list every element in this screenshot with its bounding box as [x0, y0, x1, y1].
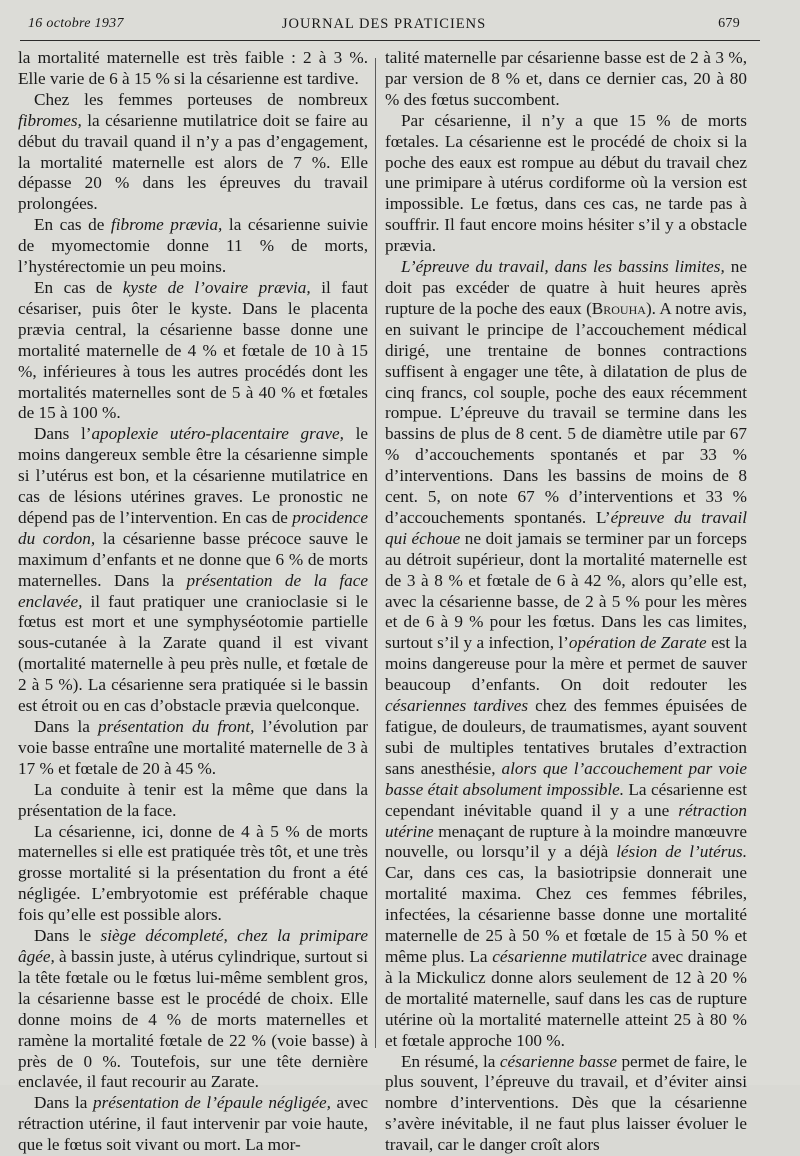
- header-page-number: 679: [718, 16, 740, 32]
- text-run: La césarienne est cependant inévitable quand il y a une: [385, 780, 747, 820]
- paragraph: [385, 48, 747, 111]
- text-run: ). A notre avis, en suivant le principe de l’accouchement médical dirigé, une trentaine de bonnes contractions suffisent à engager une tête, à dilatation de plus de cinq francs, col souple, poche des eaux récemment rompue. L’épreuve du travail se termine dans les bassins de plus de 8 cent. 5 de diamètre utile par 67 % d’accouchements spontanés et par 33 % d’interventions. Dans les bassins de moins de 8 cent. 5, on note 67 % d’interventions et 33 % d’accouchements spontanés. L’: [385, 299, 747, 527]
- paragraph: [18, 424, 368, 717]
- right-column: [385, 48, 747, 1156]
- italic-text: apoplexie utéro-placentaire grave,: [91, 424, 344, 443]
- text-run: ne doit jamais se terminer par un forceps au détroit supérieur, dont la mortalité maternelle est de 3 à 8 % et fœtale de 6 à 42 %, alors qu’elle est, avec la césarienne basse, de 2 à 5 % pour les mères et de 6 à 9 % pour les fœtus. Dans les cas limites, surtout s’il y a infection, l’: [385, 529, 747, 653]
- text-run: La césarienne, ici, donne de 4 à 5 % de morts maternelles si elle est pratiquée très tôt, et une très grosse mortalité si la présentation du front a été négligée. L’embryotomie est préférable chaque fois qu’elle est possible alors.: [18, 822, 368, 925]
- header-journal-title: JOURNAL DES PRATICIENS: [28, 16, 740, 33]
- text-run: menaçant de rupture à la moindre manœuvre nouvelle, ou lorsqu’il y a déjà: [385, 822, 747, 862]
- text-run: Par césarienne, il n’y a que 15 % de morts fœtales. La césarienne est le procédé de choix si la poche des eaux est rompue au début du travail chez une primipare à utérus cordiforme où la version est impossible. Le fœtus, dans ces cas, ne tarde pas à souffrir. Il faut encore moins hésiter s’il y a obstacle prævia.: [385, 111, 747, 255]
- paragraph: [18, 822, 368, 927]
- italic-text: lésion de l’utérus.: [616, 842, 747, 861]
- paragraph: [18, 215, 368, 278]
- italic-text: épreuve du travail qui échoue: [385, 508, 747, 548]
- italic-text: kyste de l’ovaire prævia,: [123, 278, 311, 297]
- text-run: l’évolution par voie basse entraîne une mortalité maternelle de 3 à 17 % et fœtale de 20 à 45 %.: [18, 717, 368, 778]
- text-run: ne doit pas excéder de quatre à huit heures après rupture de la poche des eaux (: [385, 257, 747, 318]
- paragraph: [18, 780, 368, 822]
- italic-text: alors que l’accouchement par voie basse était absolument impossible.: [385, 759, 747, 799]
- text-run: Dans la: [34, 717, 98, 736]
- header-rule: [20, 40, 760, 41]
- italic-text: césarienne basse: [500, 1052, 617, 1071]
- text-run: à bassin juste, à utérus cylindrique, surtout si la tête fœtale ou le fœtus lui-même semblent gros, la césarienne basse est le procédé de choix. Elle donne moins de 4 % de morts maternelles et ramène la mortalité fœtale de 22 % (voie basse) à près de 0 %. Toutefois, sur une tête dernière enclavée, il faut recourir au Zarate.: [18, 947, 368, 1091]
- italic-text: rétraction utérine: [385, 801, 747, 841]
- text-run: Chez les femmes porteuses de nombreux: [34, 90, 368, 109]
- paragraph: [18, 926, 368, 1093]
- italic-text: L’épreuve du travail, dans les bassins limites,: [401, 257, 725, 276]
- text-run: Dans la: [34, 1093, 93, 1112]
- text-run: est la moins dangereuse pour la mère et permet de sauver beaucoup d’enfants. On doit redouter les: [385, 633, 747, 694]
- text-run: Dans l’: [34, 424, 91, 443]
- text-run: talité maternelle par césarienne basse est de 2 à 3 %, par version de 8 % et, dans ce dernier cas, 20 à 80 % des fœtus succombent.: [385, 48, 747, 109]
- text-run: avec rétraction utérine, il faut intervenir par voie haute, que le fœtus soit vivant ou mort. La mor-: [18, 1093, 368, 1154]
- paragraph: [18, 278, 368, 424]
- text-run: il faut pratiquer une cranioclasie si le fœtus est mort et une symphyséotomie partielle sous-cutanée à la Zarate quand il est vivant (mortalité maternelle à peu près nulle, et fœtale de 2 à 5 %). La césarienne sera pratiquée si le bassin est étroit ou en cas d’obstacle prævia quelconque.: [18, 592, 368, 716]
- italic-text: présentation de la face enclavée,: [18, 571, 368, 611]
- text-run: Car, dans ces cas, la basiotripsie donnerait une mortalité maxima. Chez ces femmes fébriles, infectées, la césarienne basse donne une mortalité maternelle de 25 à 50 % et fœtale de 15 à 50 % et même plus. La: [385, 863, 747, 966]
- text-run: Dans le: [34, 926, 101, 945]
- text-run: En cas de: [34, 215, 111, 234]
- text-run: la mortalité maternelle est très faible : 2 à 3 %. Elle varie de 6 à 15 % si la césarienne est tardive.: [18, 48, 368, 88]
- text-run: chez des femmes épuisées de fatigue, de douleurs, de traumatismes, ayant souvent subi de multiples tentatives brutales d’extraction sans anesthésie,: [385, 696, 747, 778]
- italic-text: siège décompleté, chez la primipare âgée,: [18, 926, 368, 966]
- running-header: [28, 14, 740, 38]
- text-run: La conduite à tenir est la même que dans la présentation de la face.: [18, 780, 368, 820]
- text-run: avec drainage à la Mickulicz donne alors seulement de 12 à 20 % de mortalité maternelle, sauf dans les cas de rupture utérine où la mortalité maternelle atteint 25 à 80 % et fœtale approche 100 %.: [385, 947, 747, 1050]
- paragraph: [385, 1052, 747, 1156]
- paragraph: [18, 717, 368, 780]
- paragraph: [18, 1093, 368, 1156]
- text-run: le moins dangereux semble être la césarienne simple si l’utérus est bon, et la césarienne mutilatrice en cas de lésions utérines graves. Le pronostic ne dépend pas de l’intervention. En cas de: [18, 424, 368, 527]
- italic-text: présentation du front,: [98, 717, 254, 736]
- text-run: En cas de: [34, 278, 123, 297]
- text-run: il faut césariser, puis ôter le kyste. Dans le placenta prævia central, la césarienne basse donne une mortalité maternelle de 4 % et fœtale de 10 à 15 %, inférieures à tous les autres procédés dont les mortalités maternelles sont de 5 à 40 % et fœtales de 15 à 100 %.: [18, 278, 368, 422]
- text-run: la césarienne suivie de myomectomie donne 11 % de morts, l’hystérectomie un peu moins.: [18, 215, 368, 276]
- left-column: [18, 48, 368, 1156]
- paragraph: [385, 111, 747, 257]
- header-date: 16 octobre 1937: [28, 16, 124, 32]
- italic-text: césariennes tardives: [385, 696, 528, 715]
- paragraph: [18, 90, 368, 215]
- italic-text: procidence du cordon,: [18, 508, 368, 548]
- paragraph: [18, 48, 368, 90]
- text-run: permet de faire, le plus souvent, l’épreuve du travail, et d’éviter ainsi nombre d’interventions. Dès que la césarienne s’avère inévitable, il ne faut plus laisser évoluer le travail, car le danger croît alors: [385, 1052, 747, 1155]
- italic-text: opération de Zarate: [569, 633, 707, 652]
- italic-text: fibromes,: [18, 111, 82, 130]
- italic-text: fibrome prævia,: [111, 215, 222, 234]
- column-divider: [375, 58, 376, 1048]
- text-run: En résumé, la: [401, 1052, 500, 1071]
- text-run: Brouha: [592, 299, 646, 318]
- text-run: la césarienne mutilatrice doit se faire au début du travail quand il n’y a pas d’engagement, la mortalité maternelle est alors de 7 %. Elle dépasse 20 % dans les épreuves du travail prolongées.: [18, 111, 368, 214]
- text-run: la césarienne basse précoce sauve le maximum d’enfants et ne donne que 6 % de morts maternelles. Dans la: [18, 529, 368, 590]
- italic-text: présentation de l’épaule négligée,: [93, 1093, 331, 1112]
- paragraph: [385, 257, 747, 1051]
- italic-text: césarienne mutilatrice: [492, 947, 647, 966]
